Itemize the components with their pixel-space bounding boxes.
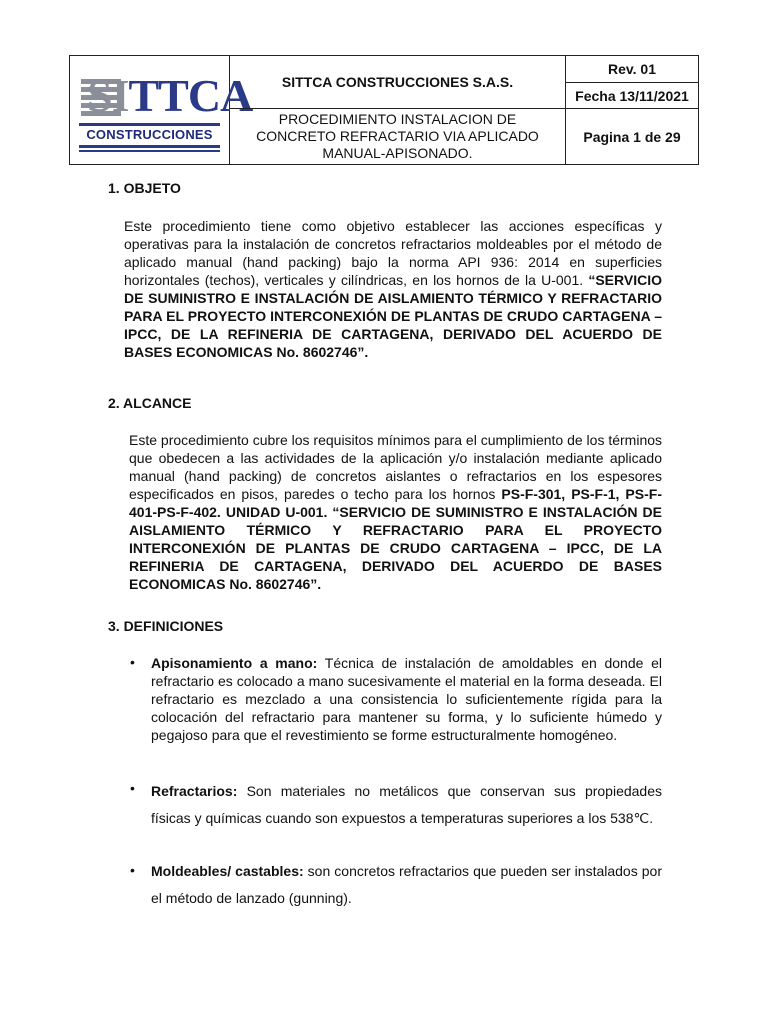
procedure-title: PROCEDIMIENTO INSTALACION DE CONCRETO REFRACTARIO VIA APLICADO MANUAL-APISONADO. [230, 109, 566, 164]
section-title-alcance: 2. ALCANCE [108, 395, 192, 411]
objeto-bold-text: “SERVICIO DE SUMINISTRO E INSTALACIÓN DE AISLAMIENTO TÉRMICO Y REFRACTARIO PARA EL PROYECTO INTERCONEXIÓN DE PLANTAS DE CRUDO CARTAGENA – IPCC, DE LA REFINERIA DE CARTAGENA, DERIVADO DEL ACUERDO DE BASES ECONOMICAS No. 8602746”. [124, 272, 662, 360]
definition-text: Son materiales no metálicos que conservan sus propiedades físicas y químicas cuando son expuestos a temperaturas superiores a los 538℃. [151, 783, 662, 826]
objeto-paragraph [124, 217, 662, 361]
company-name: SITTCA CONSTRUCCIONES S.A.S. [230, 56, 566, 109]
alcance-bold-text: PS-F-301, PS-F-1, PS-F-401-PS-F-402. UNIDAD U-001. “SERVICIO DE SUMINISTRO E INSTALACIÓN DE AISLAMIENTO TÉRMICO Y REFRACTARIO PARA EL PROYECTO INTERCONEXIÓN DE PLANTAS DE CRUDO CARTAGENA – IPCC, DE LA REFINERIA DE CARTAGENA, DERIVADO DEL ACUERDO DE BASES ECONOMICAS No. 8602746”. [129, 486, 662, 592]
bullet-1: • [130, 654, 135, 670]
company-logo [77, 65, 253, 155]
section-title-objeto: 1. OBJETO [108, 180, 181, 196]
date: Fecha 13/11/2021 [566, 83, 698, 109]
bullet-3: • [130, 862, 135, 878]
definition-moldeables [151, 858, 662, 912]
document-header [69, 55, 699, 165]
definition-text: Técnica de instalación de amoldables en donde el refractario es colocado a mano sucesivamente el material en la forma deseada. El refractario es mezclado a una consistencia lo suficientemente rígida para la colocación del refractario para mantener su forma, y lo suficiente húmedo y pegajoso para que el revestimiento se forme estructuralmente homogéneo. [151, 655, 662, 743]
page-number: Pagina 1 de 29 [583, 128, 681, 145]
logo-cell [70, 56, 253, 164]
revision: Rev. 01 [566, 56, 698, 83]
definition-apisonamiento [151, 654, 662, 744]
alcance-paragraph [129, 431, 662, 593]
logo-wordmark: SITTCA [87, 70, 253, 121]
bullet-2: • [130, 780, 135, 796]
section-title-definiciones: 3. DEFINICIONES [108, 618, 224, 634]
definition-text: son concretos refractarios que pueden ser instalados por el método de lanzado (gunning). [151, 863, 662, 906]
definition-term: Refractarios: [151, 783, 238, 799]
objeto-text: Este procedimiento tiene como objetivo establecer las acciones específicas y operativas para la instalación de concretos refractarios moldeables por el método de aplicado manual (hand packing) bajo la norma API 936: 2014 en superficies horizontales (techos), verticales y cilíndricas, en los hornos de la U-001. [124, 218, 662, 288]
definition-term: Moldeables/ castables: [151, 863, 304, 879]
alcance-text: Este procedimiento cubre los requisitos mínimos para el cumplimiento de los términos que obedecen a las actividades de la aplicación y/o instalación mediante aplicado manual (hand packing) de concretos aislantes o refractarios en los espesores especificados en pisos, paredes o techo para los hornos [129, 432, 663, 502]
definition-refractarios [151, 778, 662, 832]
logo-subtitle: CONSTRUCCIONES [86, 127, 213, 142]
definition-term: Apisonamiento a mano: [151, 655, 318, 671]
